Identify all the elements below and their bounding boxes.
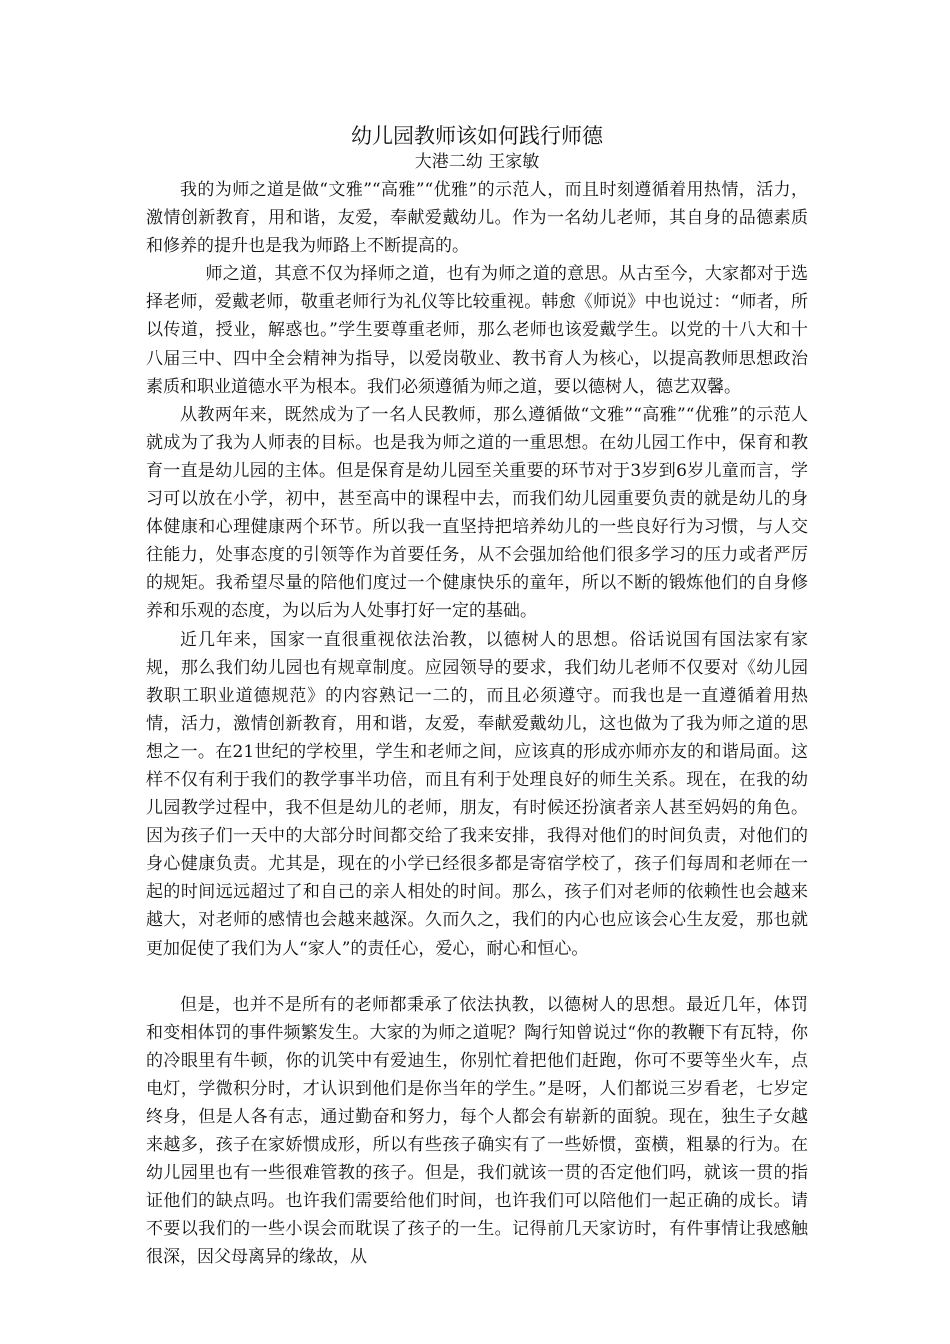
paragraph-1: 我的为师之道是做“文雅”“高雅”“优雅”的示范人，而且时刻遵循着用热情，活力，激情创新教育，用和谐，友爱，奉献爱戴幼儿。作为一名幼儿老师，其自身的品德素质和修养的提升也是我为师路上不断提高的。 — [146, 180, 808, 257]
document-body — [146, 122, 808, 1272]
document-author: 大港二幼 王家敏 — [414, 152, 540, 172]
document-title: 幼儿园教师该如何践行师德 — [351, 124, 603, 148]
paragraph-5: 但是，也并不是所有的老师都秉承了依法执教，以德树人的思想。最近几年，体罚和变相体罚的事件频繁发生。大家的为师之道呢？陶行知曾说过“你的教鞭下有瓦特，你的冷眼里有牛顿，你的讥笑中有爱迪生，你别忙着把他们赶跑，你可不要等坐火车，点电灯，学微积分时，才认识到他们是你当年的学生。”是呀，人们都说三岁看老，七岁定终身，但是人各有志，通过勤奋和努力，每个人都会有崭新的面貌。现在，独生子女越来越多，孩子在家娇惯成形，所以有些孩子确实有了一些娇惯，蛮横，粗暴的行为。在幼儿园里也有一些很难管教的孩子。但是，我们就该一贯的否定他们吗，就该一贯的指证他们的缺点吗。也许我们需要给他们时间，也许我们可以陪他们一起正确的成长。请不要以我们的一些小误会而耽误了孩子的一生。记得前几天家访时，有件事情让我感触很深，因父母离异的缘故，从 — [146, 994, 808, 1268]
blank-line — [146, 963, 808, 991]
paragraph-4: 近几年来，国家一直很重视依法治教，以德树人的思想。俗话说国有国法家有家规，那么我们幼儿园也有规章制度。应园领导的要求，我们幼儿老师不仅要对《幼儿园教职工职业道德规范》的内容熟记一二的，而且必须遵守。而我也是一直遵循着用热情，活力，激情创新教育，用和谐，友爱，奉献爱戴幼儿，这也做为了我为师之道的思想之一。在21世纪的学校里，学生和老师之间，应该真的形成亦师亦友的和谐局面。这样不仅有利于我们的教学事半功倍，而且有利于处理良好的师生关系。现在，在我的幼儿园教学过程中，我不但是幼儿的老师，朋友，有时候还扮演者亲人甚至妈妈的角色。因为孩子们一天中的大部分时间都交给了我来安排，我得对他们的时间负责，对他们的身心健康负责。尤其是，现在的小学已经很多都是寄宿学校了，孩子们每周和老师在一起的时间远远超过了和自己的亲人相处的时间。那么，孩子们对老师的依赖性也会越来越大，对老师的感情也会越来越深。久而久之，我们的内心也应该会心生友爱，那也就更加促使了我们为人“家人”的责任心，爱心，耐心和恒心。 — [146, 629, 808, 959]
paragraph-3: 从教两年来，既然成为了一名人民教师，那么遵循做“文雅”“高雅”“优雅”的示范人就成为了我为人师表的目标。也是我为师之道的一重思想。在幼儿园工作中，保育和教育一直是幼儿园的主体。但是保育是幼儿园至关重要的环节对于3岁到6岁儿童而言，学习可以放在小学，初中，甚至高中的课程中去，而我们幼儿园重要负责的就是幼儿的身体健康和心理健康两个环节。所以我一直坚持把培养幼儿的一些良好行为习惯，与人交往能力，处事态度的引领等作为首要任务，从不会强加给他们很多学习的压力或者严厉的规矩。我希望尽量的陪他们度过一个健康快乐的童年，所以不断的锻炼他们的自身修养和乐观的态度，为以后为人处事打好一定的基础。 — [146, 404, 808, 622]
paragraph-2: 师之道，其意不仅为择师之道，也有为师之道的意思。从古至今，大家都对于选择老师，爱戴老师，敬重老师行为礼仪等比较重视。韩愈《师说》中也说过：“师者，所以传道，授业，解惑也。”学生要尊重老师，那么老师也该爱戴学生。以党的十八大和十八届三中、四中全会精神为指导，以爱岗敬业、教书育人为核心，以提高教师思想政治素质和职业道德水平为根本。我们必须遵循为师之道，要以德树人，德艺双馨。 — [146, 264, 808, 397]
